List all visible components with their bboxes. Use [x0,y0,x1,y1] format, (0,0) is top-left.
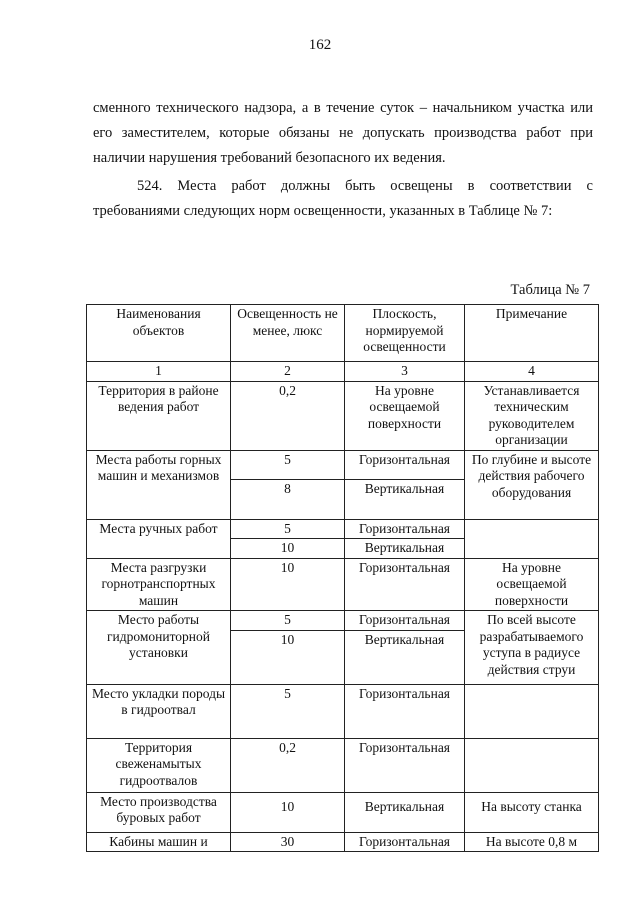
note-cell: Устанавливается техническим руководителем организации [465,381,599,450]
object-name-cell: Место работы гидромониторной установки [87,611,231,685]
column-number-row [87,362,599,382]
lux-cell: 8 [231,479,345,519]
column-number: 2 [231,362,345,382]
note-cell [465,519,599,558]
plane-cell: Горизонтальная [345,519,465,539]
illumination-norms-table [86,304,599,852]
note-cell: На высоту станка [465,792,599,832]
object-name-cell: Места ручных работ [87,519,231,558]
page-number: 162 [308,37,332,53]
table-row [87,450,599,479]
plane-cell: На уровне освещаемой поверхности [345,381,465,450]
note-cell: По глубине и высоте действия рабочего оборудования [465,450,599,519]
table-row [87,738,599,792]
object-name-cell: Территория в районе ведения работ [87,381,231,450]
lux-cell: 5 [231,684,345,738]
plane-cell: Вертикальная [345,539,465,559]
column-number: 4 [465,362,599,382]
lux-cell: 5 [231,519,345,539]
object-name-cell: Территория свеженамытых гидроотвалов [87,738,231,792]
paragraph-continuation [93,96,593,171]
lux-cell: 10 [231,558,345,611]
table-row [87,519,599,539]
plane-cell: Горизонтальная [345,684,465,738]
object-name-cell: Место производства буровых работ [87,792,231,832]
table-row [87,558,599,611]
table-row [87,832,599,852]
table-row [87,381,599,450]
paragraph-524 [93,174,593,224]
plane-cell: Горизонтальная [345,738,465,792]
column-number: 3 [345,362,465,382]
lux-cell: 30 [231,832,345,852]
table-row [87,792,599,832]
paragraph-line: 524. Места работ должны быть освещены в соответствии с [137,178,593,194]
object-name-cell: Место укладки породы в гидроотвал [87,684,231,738]
plane-cell: Горизонтальная [345,450,465,479]
note-cell: По всей высоте разрабатываемого уступа в радиусе действия струи [465,611,599,685]
lux-cell: 5 [231,611,345,631]
header-cell: Наименования объектов [87,305,231,362]
object-name-cell: Места разгрузки горнотранспортных машин [87,558,231,611]
table-row [87,684,599,738]
lux-cell: 0,2 [231,381,345,450]
plane-cell: Вертикальная [345,792,465,832]
header-cell: Примечание [465,305,599,362]
paragraph-line: наличии нарушения требований безопасного их ведения. [93,150,446,166]
plane-cell: Горизонтальная [345,611,465,631]
lux-cell: 10 [231,630,345,684]
column-number: 1 [87,362,231,382]
note-cell [465,684,599,738]
plane-cell: Горизонтальная [345,558,465,611]
table-header-row [87,305,599,362]
paragraph-line: его заместителем, которые обязаны не допускать производства работ при [93,125,593,141]
paragraph-line: сменного технического надзора, а в течение суток – начальником участка или [93,100,593,116]
paragraph-line: требованиями следующих норм освещенности, указанных в Таблице № 7: [93,203,553,219]
plane-cell: Вертикальная [345,630,465,684]
lux-cell: 5 [231,450,345,479]
plane-cell: Вертикальная [345,479,465,519]
header-cell: Плоскость, нормируемой освещенности [345,305,465,362]
object-name-cell: Кабины машин и [87,832,231,852]
object-name-cell: Места работы горных машин и механизмов [87,450,231,519]
note-cell: На высоте 0,8 м [465,832,599,852]
header-cell: Освещенность не менее, люкс [231,305,345,362]
note-cell [465,738,599,792]
lux-cell: 10 [231,792,345,832]
plane-cell: Горизонтальная [345,832,465,852]
table-caption: Таблица № 7 [510,282,590,298]
note-cell: На уровне освещаемой поверхности [465,558,599,611]
table-row [87,611,599,631]
lux-cell: 10 [231,539,345,559]
lux-cell: 0,2 [231,738,345,792]
